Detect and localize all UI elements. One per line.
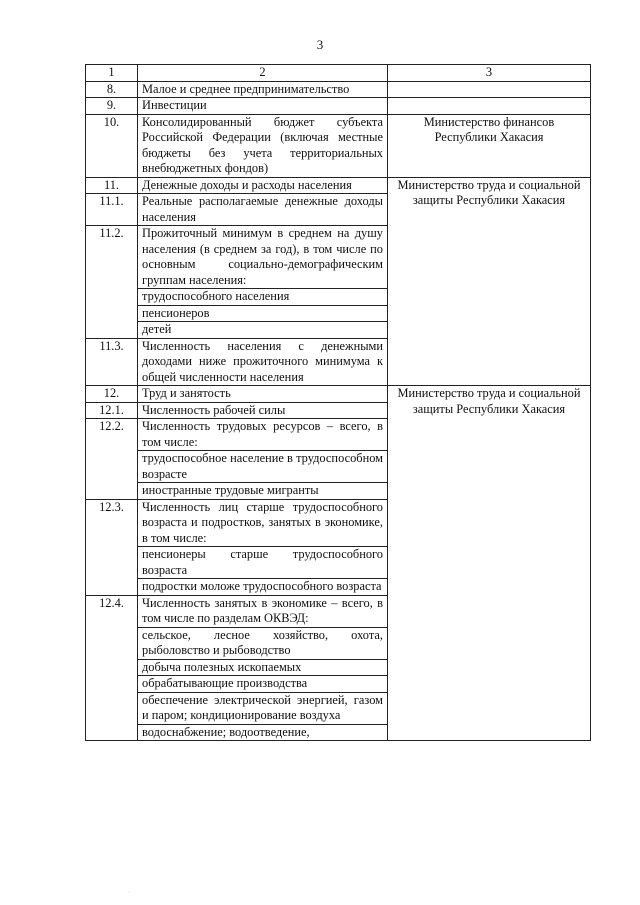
ministry-cell: Министерство финансов Республики Хакасия bbox=[388, 114, 591, 177]
subrow-text: иностранные трудовые мигранты bbox=[138, 483, 388, 500]
row-text: Денежные доходы и расходы населения bbox=[138, 177, 388, 194]
empty-cell bbox=[388, 98, 591, 115]
empty-cell bbox=[388, 81, 591, 98]
row-text: Реальные располагаемые денежные доходы населения bbox=[138, 194, 388, 226]
row-text: Малое и среднее предпринимательство bbox=[138, 81, 388, 98]
header-cell: 2 bbox=[138, 65, 388, 82]
row-text: Инвестиции bbox=[138, 98, 388, 115]
row-number: 11. bbox=[86, 177, 138, 194]
row-number: 12.3. bbox=[86, 499, 138, 595]
subrow-text: сельское, лесное хозяйство, охота, рыболовство и рыбоводство bbox=[138, 627, 388, 659]
header-cell: 1 bbox=[86, 65, 138, 82]
subrow-text: водоснабжение; водоотведение, bbox=[138, 724, 388, 741]
row-text: Консолидированный бюджет субъекта Российской Федерации (включая местные бюджеты без учета территориальных внебюджетных фондов) bbox=[138, 114, 388, 177]
table-row bbox=[86, 81, 591, 98]
row-number: 12.1. bbox=[86, 402, 138, 419]
table-row bbox=[86, 177, 591, 194]
row-number: 9. bbox=[86, 98, 138, 115]
ministry-cell: Министерство труда и социальной защиты Республики Хакасия bbox=[388, 177, 591, 386]
indicators-table bbox=[85, 64, 591, 741]
table-row bbox=[86, 386, 591, 403]
subrow-text: пенсионеров bbox=[138, 305, 388, 322]
header-cell: 3 bbox=[388, 65, 591, 82]
row-number: 11.2. bbox=[86, 226, 138, 339]
row-text: Численность лиц старше трудоспособного возраста и подростков, занятых в экономике, в том числе: bbox=[138, 499, 388, 547]
row-text: Труд и занятость bbox=[138, 386, 388, 403]
row-number: 8. bbox=[86, 81, 138, 98]
row-number: 12.4. bbox=[86, 595, 138, 741]
row-number: 12. bbox=[86, 386, 138, 403]
row-number: 12.2. bbox=[86, 419, 138, 500]
page-number: 3 bbox=[316, 37, 324, 52]
subrow-text: обрабатывающие производства bbox=[138, 676, 388, 693]
subrow-text: добыча полезных ископаемых bbox=[138, 659, 388, 676]
subrow-text: трудоспособное население в трудоспособном возрасте bbox=[138, 451, 388, 483]
table-row bbox=[86, 114, 591, 177]
row-number: 11.1. bbox=[86, 194, 138, 226]
ministry-cell: Министерство труда и социальной защиты Республики Хакасия bbox=[388, 386, 591, 741]
row-text: Численность населения с денежными доходами ниже прожиточного минимума к общей численности населения bbox=[138, 338, 388, 386]
scan-mark: · bbox=[128, 888, 131, 897]
subrow-text: детей bbox=[138, 322, 388, 339]
row-text: Численность занятых в экономике – всего, в том числе по разделам ОКВЭД: bbox=[138, 595, 388, 627]
table-row bbox=[86, 98, 591, 115]
row-text: Численность рабочей силы bbox=[138, 402, 388, 419]
table-header-row bbox=[86, 65, 591, 82]
row-number: 11.3. bbox=[86, 338, 138, 386]
row-text: Прожиточный минимум в среднем на душу населения (в среднем за год), в том числе по основным социально-демографическим группам населения: bbox=[138, 226, 388, 289]
subrow-text: пенсионеры старше трудоспособного возраста bbox=[138, 547, 388, 579]
subrow-text: подростки моложе трудоспособного возраста bbox=[138, 579, 388, 596]
subrow-text: обеспечение электрической энергией, газом и паром; кондиционирование воздуха bbox=[138, 692, 388, 724]
subrow-text: трудоспособного населения bbox=[138, 289, 388, 306]
row-number: 10. bbox=[86, 114, 138, 177]
row-text: Численность трудовых ресурсов – всего, в том числе: bbox=[138, 419, 388, 451]
